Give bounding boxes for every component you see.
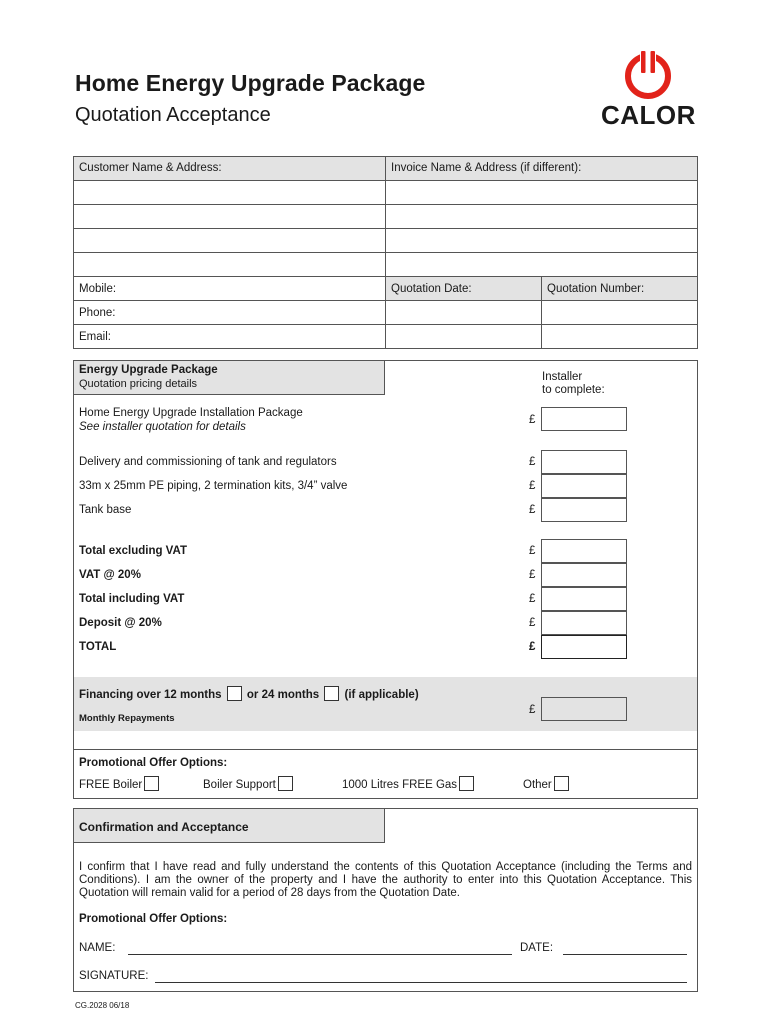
installer-note: Installer to complete:: [542, 371, 605, 396]
delivery-price-field[interactable]: [541, 450, 627, 474]
promo-option-label: Other: [523, 779, 552, 791]
signature-label: SIGNATURE:: [79, 970, 149, 982]
confirmation-heading: Confirmation and Acceptance: [79, 820, 249, 834]
promo-option-free-gas: [342, 776, 476, 791]
mobile-label: Mobile:: [79, 283, 117, 295]
finance-12-months-checkbox[interactable]: [227, 686, 242, 701]
calor-power-icon: [622, 50, 674, 100]
currency-symbol: £: [529, 569, 536, 581]
total-excl-vat-label: Total excluding VAT: [79, 545, 187, 557]
financing-suffix: (if applicable): [344, 689, 419, 701]
other-checkbox[interactable]: [554, 776, 569, 791]
total-incl-vat-label: Total including VAT: [79, 593, 185, 605]
financing-prefix: Financing over 12 months: [79, 689, 222, 701]
currency-symbol: £: [529, 456, 536, 468]
currency-symbol: £: [529, 704, 536, 716]
total-incl-vat-field[interactable]: [541, 587, 627, 611]
vat-field[interactable]: [541, 563, 627, 587]
deposit-field[interactable]: [541, 611, 627, 635]
confirmation-text: I confirm that I have read and fully understand the contents of this Quotation Acceptance (including the Terms and Conditions). I am the owner of the property and I have the authority to enter into this Quotation Acceptance. This Quotation will remain valid for a period of 28 days from the Quotation Date.: [79, 861, 692, 900]
total-field[interactable]: [541, 635, 627, 659]
currency-symbol: £: [529, 593, 536, 605]
promo-heading: Promotional Offer Options:: [79, 757, 228, 769]
customer-address-field-1[interactable]: [74, 181, 384, 203]
free-boiler-checkbox[interactable]: [144, 776, 159, 791]
phone-label: Phone:: [79, 307, 116, 319]
quotation-date-label: Quotation Date:: [391, 283, 472, 295]
tank-base-price-field[interactable]: [541, 498, 627, 522]
form-code: CG.2028 06/18: [75, 1001, 130, 1010]
financing-row: [79, 686, 419, 701]
invoice-address-field-3[interactable]: [386, 229, 697, 251]
customer-address-field-2[interactable]: [74, 205, 384, 227]
invoice-name-label: Invoice Name & Address (if different):: [391, 162, 582, 174]
total-excl-vat-field[interactable]: [541, 539, 627, 563]
monthly-repayments-label: Monthly Repayments: [79, 713, 175, 724]
page-subtitle: Quotation Acceptance: [75, 104, 271, 126]
package-heading: Energy Upgrade Package: [79, 364, 218, 376]
customer-address-field-4[interactable]: [74, 253, 384, 275]
currency-symbol: £: [529, 480, 536, 492]
monthly-repayments-field[interactable]: [541, 697, 627, 721]
confirmation-promo-heading: Promotional Offer Options:: [79, 913, 228, 925]
currency-symbol: £: [529, 545, 536, 557]
package-subheading: Quotation pricing details: [79, 378, 198, 390]
currency-symbol: £: [529, 641, 536, 653]
date-label: DATE:: [520, 942, 554, 954]
promo-option-label: 1000 Litres FREE Gas: [342, 779, 458, 791]
finance-24-months-checkbox[interactable]: [324, 686, 339, 701]
vat-label: VAT @ 20%: [79, 569, 141, 581]
page-title: Home Energy Upgrade Package: [75, 70, 426, 96]
promo-option-free-boiler: [79, 776, 161, 791]
free-gas-checkbox[interactable]: [459, 776, 474, 791]
invoice-address-field-2[interactable]: [386, 205, 697, 227]
invoice-address-field-1[interactable]: [386, 181, 697, 203]
quotation-date-field[interactable]: [386, 301, 540, 348]
name-signature-line[interactable]: [128, 954, 512, 955]
boiler-support-checkbox[interactable]: [278, 776, 293, 791]
signature-line[interactable]: [155, 982, 687, 983]
promo-option-label: Boiler Support: [203, 779, 276, 791]
currency-symbol: £: [529, 504, 536, 516]
name-label: NAME:: [79, 942, 116, 954]
piping-price-field[interactable]: [541, 474, 627, 498]
item-label: 33m x 25mm PE piping, 2 termination kits, 3/4” valve: [79, 480, 348, 492]
customer-address-field-3[interactable]: [74, 229, 384, 251]
item-label: Tank base: [79, 504, 132, 516]
invoice-address-field-4[interactable]: [386, 253, 697, 275]
installation-package-note: See installer quotation for details: [79, 421, 246, 433]
promo-option-label: FREE Boiler: [79, 779, 143, 791]
currency-symbol: £: [529, 617, 536, 629]
email-label: Email:: [79, 331, 111, 343]
date-signature-line[interactable]: [563, 954, 687, 955]
installation-package-price-field[interactable]: [541, 407, 627, 431]
financing-middle: or 24 months: [246, 689, 320, 701]
item-label: Delivery and commissioning of tank and regulators: [79, 456, 337, 468]
promo-option-boiler-support: [203, 776, 295, 791]
quotation-number-label: Quotation Number:: [547, 283, 645, 295]
brand-logo-text: CALOR: [601, 100, 696, 130]
total-label: TOTAL: [79, 641, 117, 653]
promo-option-other: [523, 776, 571, 791]
customer-name-label: Customer Name & Address:: [79, 162, 222, 174]
deposit-label: Deposit @ 20%: [79, 617, 162, 629]
currency-symbol: £: [529, 414, 536, 426]
quotation-number-field[interactable]: [542, 301, 697, 348]
installation-package-label: Home Energy Upgrade Installation Package: [79, 407, 303, 419]
